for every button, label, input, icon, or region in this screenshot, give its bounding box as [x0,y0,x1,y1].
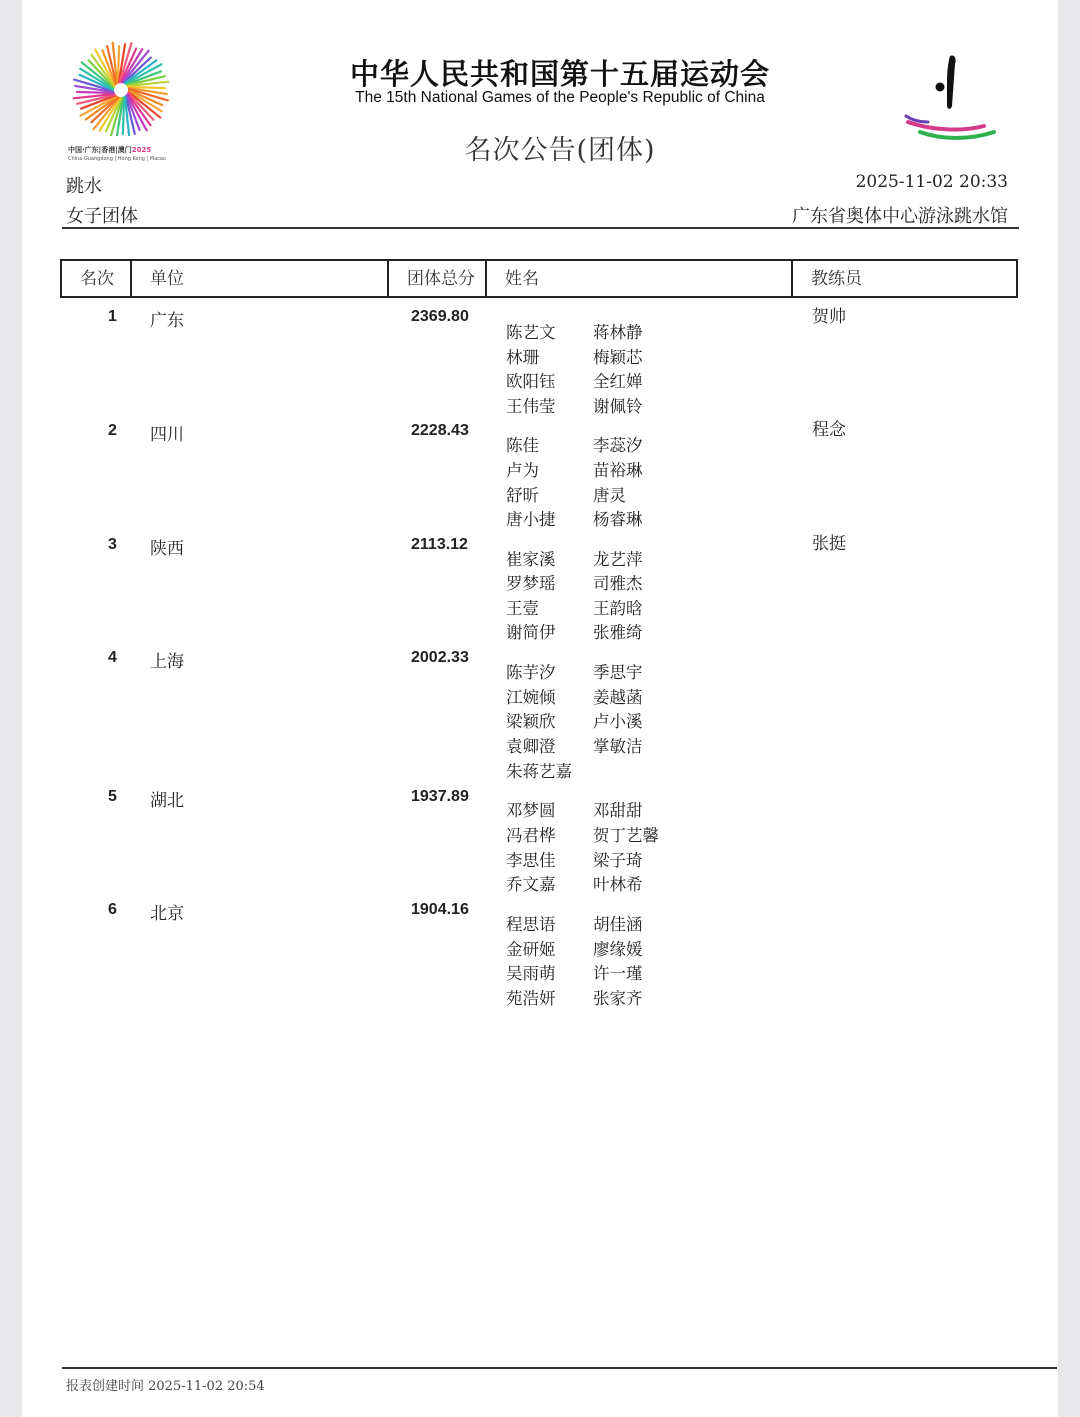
athlete-name: 杨睿琳 [593,510,643,529]
header-names: 姓名 [505,269,539,289]
athlete-name: 张家齐 [593,989,643,1008]
athlete-name: 袁卿澄 [506,737,556,756]
rank-cell: 5 [108,788,117,805]
athlete-name: 谢佩铃 [593,397,643,416]
athlete-name: 崔家溪 [506,550,556,569]
athlete-name: 金研姬 [506,940,556,959]
notice-title: 名次公告(团体) [464,135,656,166]
footer-divider [62,1367,1057,1369]
athlete-name: 廖缘媛 [593,940,643,959]
athlete-name: 朱蒋艺嘉 [506,762,572,781]
unit-cell: 北京 [150,904,184,924]
athlete-name: 乔文嘉 [506,875,556,894]
header-unit: 单位 [150,269,184,289]
athlete-name: 李思佳 [506,851,556,870]
unit-cell: 四川 [150,425,184,445]
rank-cell: 4 [108,649,117,666]
athlete-name: 司雅杰 [593,574,643,593]
rank-cell: 1 [108,308,117,325]
athlete-name: 胡佳涵 [593,915,643,934]
athlete-name: 掌敏洁 [593,737,643,756]
athlete-name: 陈芋汐 [506,663,556,682]
athlete-name: 谢简伊 [506,623,556,642]
athlete-name: 林珊 [506,348,539,367]
coach-cell: 张挺 [812,534,846,554]
header-divider [62,227,1019,229]
athlete-name: 罗梦瑶 [506,574,556,593]
athlete-name: 卢小溪 [593,712,643,731]
emblem-caption-en: China·Guangdong | Hong Kong | Macao [68,156,167,162]
emblem-ray [89,60,114,87]
event-label: 女子团体 [66,206,138,227]
athlete-name: 贺丁艺馨 [593,826,659,845]
rank-cell: 3 [108,536,117,553]
header-rank: 名次 [80,269,114,289]
header-coach: 教练员 [811,269,862,289]
athlete-name: 叶林希 [593,875,643,894]
games-title-en: The 15th National Games of the People's Republic of China [355,89,765,106]
report-datetime: 2025-11-02 20:33 [855,172,1008,192]
athlete-name: 苑浩妍 [506,989,556,1008]
athlete-name: 程思语 [506,915,556,934]
emblem-ray [128,93,153,120]
athlete-name: 唐灵 [593,486,626,505]
emblem-ray [91,97,118,122]
header-score: 团体总分 [407,269,475,289]
games-emblem-icon [64,36,179,136]
games-title: 中华人民共和国第十五届运动会 [349,57,770,91]
unit-cell: 上海 [150,652,184,672]
rank-cell: 2 [108,422,117,439]
athlete-name: 邓梦圆 [506,801,556,820]
athlete-name: 梁颖欣 [506,712,556,731]
athlete-name: 冯君桦 [506,826,556,845]
score-cell: 1937.89 [411,788,469,805]
sport-label: 跳水 [66,176,102,197]
unit-cell: 陕西 [150,539,184,559]
athlete-name: 梅颖芯 [593,348,643,367]
athlete-name: 梁子琦 [593,851,643,870]
score-cell: 2228.43 [411,422,469,439]
athlete-name: 陈艺文 [506,323,556,342]
athlete-name: 姜越菡 [593,688,643,707]
athlete-name: 张雅绮 [593,623,643,642]
athlete-name: 卢为 [506,461,539,480]
athlete-name: 吴雨萌 [506,964,556,983]
score-cell: 2002.33 [411,649,469,666]
athlete-name: 江婉倾 [506,688,556,707]
score-cell: 2113.12 [411,536,468,553]
athlete-name: 陈佳 [506,436,539,455]
athlete-name: 欧阳钰 [506,372,556,391]
coach-cell: 贺帅 [812,307,846,327]
venue-label: 广东省奥体中心游泳跳水馆 [792,206,1008,227]
athlete-name: 季思宇 [593,663,643,682]
athlete-name: 蒋林静 [593,323,643,342]
results-table-header [60,259,1018,298]
unit-cell: 湖北 [150,791,184,811]
rank-cell: 6 [108,901,117,918]
athlete-name: 舒昕 [506,486,539,505]
athlete-name: 许一瑾 [593,964,643,983]
athlete-name: 苗裕琳 [593,461,643,480]
score-cell: 2369.80 [411,308,469,325]
athlete-name: 龙艺萍 [593,550,643,569]
results-sheet [22,0,1058,1417]
score-cell: 1904.16 [411,901,469,918]
athlete-name: 邓甜甜 [593,801,643,820]
athlete-name: 李蕊汐 [593,436,643,455]
athlete-name: 全红婵 [593,372,643,391]
diving-pictogram-icon [902,50,1002,154]
emblem-ray [124,58,151,83]
athlete-name: 王韵晗 [593,599,643,618]
athlete-name: 王伟莹 [506,397,556,416]
emblem-caption: 中国·广东|香港|澳门2025 [68,146,152,154]
athlete-name: 王壹 [506,599,539,618]
athlete-name: 唐小捷 [506,510,556,529]
coach-cell: 程念 [812,420,846,440]
unit-cell: 广东 [150,311,184,331]
report-created-time: 报表创建时间 2025-11-02 20:54 [66,1379,265,1394]
